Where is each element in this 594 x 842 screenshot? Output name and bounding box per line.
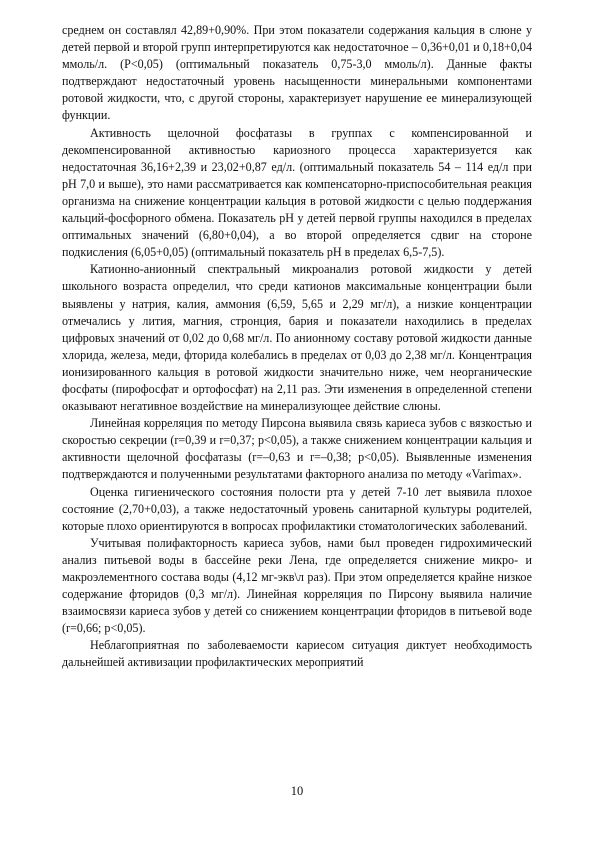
paragraph-6: Учитывая полифакторность кариеса зубов, нами был проведен гидрохимический анализ питьевой воды в бассейне реки Лена, где определяется снижение микро- и макроэлементного состава воды (4,12 мг-экв\л раз). При этом определяется крайне низкое содержание фторидов (0,3 мг/л). Линейная корреляция по Пирсону выявила наличие взаимосвязи кариеса зубов у детей со снижением концентрации фторидов в питьевой воде (r=0,66; р<0,05).	[62, 535, 532, 636]
paragraph-3: Катионно-анионный спектральный микроанализ ротовой жидкости у детей школьного возраста определил, что среди катионов максимальные концентрации были выявлены у натрия, калия, аммония (6,59, 5,65 и 2,29 мг/л), а низкие концентрации отмечались у лития, магния, стронция, бария и показатели находились в пределах цифровых значений от 0,02 до 0,68 мг/л. По анионному составу ротовой жидкости данные хлорида, железа, меди, фторида колебались в пределах от 0,03 до 2,38 мг/л. Концентрация ионизированного кальция в ротовой жидкости значительно ниже, чем неорганические фосфаты (пирофосфат и ортофосфат) на 2,11 раз. Эти изменения в определенной степени оказывают негативное воздействие на минерализующее действие слюны.	[62, 262, 532, 414]
page-number: 10	[290, 784, 304, 798]
paragraph-2: Активность щелочной фосфатазы в группах с компенсированной и декомпенсированной активностью кариозного процесса характеризуется как недостаточная 36,16+2,39 и 23,02+0,87 ед/л. (оптимальный показатель 54 – 114 ед/л при рН 7,0 и выше), это нами рассматривается как компенсаторно-приспособительная реакция организма на снижение концентрации кальция в ротовой жидкости с целью поддержания кальций-фосфорного обмена. Показатель рН у детей первой группы находился в пределах оптимальных значений (6,80+0,04), а во второй определяется сдвиг на стороне подкисления (6,05+0,05) (оптимальный показатель рН в пределах 6,5-7,5).	[62, 125, 532, 260]
paragraph-5: Оценка гигиенического состояния полости рта у детей 7-10 лет выявила плохое состояние (2,70+0,03), а также недостаточный уровень санитарной культуры родителей, которые плохо ориентируются в вопросах профилактики стоматологических заболеваний.	[62, 484, 532, 533]
paragraph-4: Линейная корреляция по методу Пирсона выявила связь кариеса зубов с вязкостью и скоростью секреции (r=0,39 и r=0,37; р<0,05), а также снижением концентрации кальция и активности щелочной фосфатазы (r=–0,63 и r=–0,38; р<0,05). Выявленные изменения подтверждаются и полученными результатами факторного анализа по методу «Varimax».	[62, 416, 532, 482]
paragraph-1: среднем он составлял 42,89+0,90%. При этом показатели содержания кальция в слюне у детей первой и второй групп интерпретируются как недостаточное – 0,36+0,01 и 0,18+0,04 ммоль/л. (Р<0,05) (оптимальный показатель 0,75-3,0 ммоль/л). Данные факты подтверждают недостаточный уровень насыщенности минеральными компонентами ротовой жидкости, что, с другой стороны, характеризует нарушение ее минерализующей функции.	[62, 23, 532, 123]
page-body	[62, 22, 532, 672]
paragraph-7: Неблагоприятная по заболеваемости кариесом ситуация диктует необходимость дальнейшей активизации профилактических мероприятий	[62, 638, 532, 670]
